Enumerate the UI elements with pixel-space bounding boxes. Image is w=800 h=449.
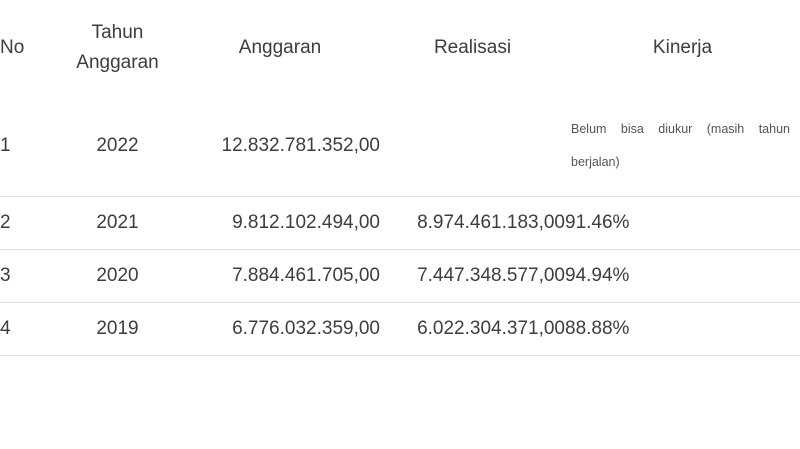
cell-tahun: 2020 xyxy=(96,265,139,286)
cell-tahun: 2021 xyxy=(96,212,139,233)
cell-anggaran: 6.776.032.359,00 xyxy=(232,318,380,339)
column-header-kinerja xyxy=(565,0,800,96)
cell-realisasi: 8.974.461.183,00 xyxy=(417,212,565,233)
column-header-realisasi xyxy=(380,0,565,96)
table-header xyxy=(0,0,800,96)
column-header-anggaran-label: Anggaran xyxy=(238,37,322,58)
cell-no: 2 xyxy=(0,212,11,233)
column-header-no xyxy=(0,0,55,96)
cell-kinerja-note: Belum bisa diukur (masih tahun berjalan) xyxy=(571,122,790,169)
table-row xyxy=(0,250,800,303)
column-header-realisasi-label: Realisasi xyxy=(433,37,512,58)
cell-kinerja: 91.46% xyxy=(565,212,630,233)
table-row xyxy=(0,96,800,197)
column-header-anggaran xyxy=(180,0,380,96)
cell-no: 3 xyxy=(0,265,11,286)
column-header-tahun-anggaran xyxy=(55,0,180,96)
cell-kinerja xyxy=(565,96,800,197)
column-header-tahun-line1: Tahun xyxy=(91,22,144,43)
cell-realisasi xyxy=(380,96,565,197)
column-header-no-label: No xyxy=(0,37,25,58)
cell-tahun: 2019 xyxy=(96,318,139,339)
cell-realisasi: 7.447.348.577,00 xyxy=(417,265,565,286)
cell-anggaran: 7.884.461.705,00 xyxy=(232,265,380,286)
table-row xyxy=(0,303,800,356)
table-body xyxy=(0,96,800,356)
column-header-kinerja-label: Kinerja xyxy=(652,37,713,58)
table-row xyxy=(0,197,800,250)
cell-anggaran: 9.812.102.494,00 xyxy=(232,212,380,233)
cell-no: 4 xyxy=(0,318,11,339)
table-header-row xyxy=(0,0,800,96)
cell-realisasi: 6.022.304.371,00 xyxy=(417,318,565,339)
cell-anggaran: 12.832.781.352,00 xyxy=(221,135,380,156)
cell-tahun: 2022 xyxy=(96,135,139,156)
cell-no: 1 xyxy=(0,135,11,156)
cell-kinerja: 88.88% xyxy=(565,318,630,339)
column-header-tahun-line2: Anggaran xyxy=(76,52,159,73)
cell-kinerja: 94.94% xyxy=(565,265,630,286)
